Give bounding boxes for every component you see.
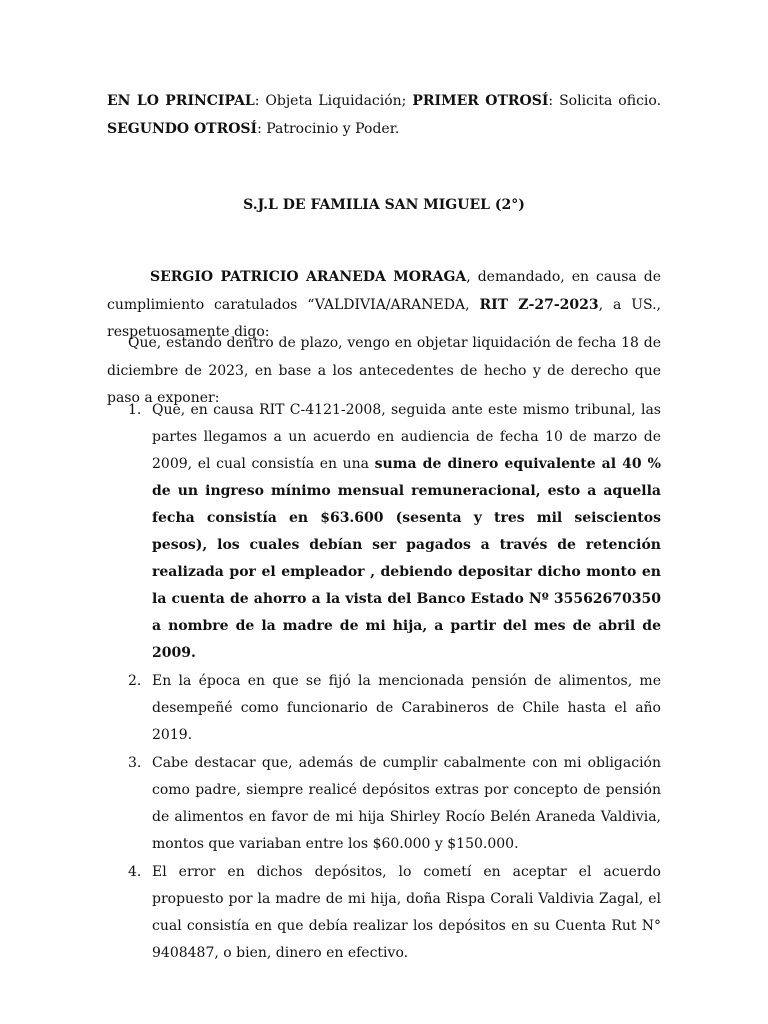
principal-text: : Objeta Liquidación; — [254, 93, 413, 109]
list-item-number: 2. — [128, 673, 142, 689]
court-title: S.J.L DE FAMILIA SAN MIGUEL (2°) — [243, 197, 525, 213]
list-item-text: Cabe destacar que, además de cumplir cabalmente con mi obligación como padre, siempre realicé depósitos extras por concepto de pensión de alimentos en favor de mi hija Shirley Rocío Belén Araneda Valdivia, montos que variaban entre los $60.000 y $150.000. — [152, 755, 661, 852]
segundo-otrosi-text: : Patrocinio y Poder. — [257, 120, 400, 137]
intro-text-2: , a US., respetuosamente digo: — [107, 296, 661, 340]
list-item — [107, 859, 661, 967]
segundo-otrosi-label: SEGUNDO OTROSÍ — [107, 120, 258, 137]
numbered-list — [107, 397, 661, 968]
principal-label: EN LO PRINCIPAL — [107, 93, 255, 109]
list-item-bold-text: suma de dinero equivalente al 40 % de un ingreso mínimo mensual remuneracional, esto a aquella fecha consistía en $63.600 (sesenta y tres mil seiscientos pesos), los cuales debían ser pagados a través de retención realizada por el empleador , debiendo depositar dicho monto en la cuenta de ahorro a la vista del Banco Estado Nº 35562670350 a nombre de la madre de mi hija, a partir del mes de abril de 2009. — [152, 456, 661, 661]
list-item-text: Que, en causa RIT C-4121-2008, seguida ante este mismo tribunal, las partes llegamos a un acuerdo en audiencia de fecha 10 de marzo de 2009, el cual consistía en una — [152, 402, 661, 472]
list-item-number: 3. — [128, 755, 142, 771]
list-item — [107, 750, 661, 858]
header-paragraph — [107, 88, 661, 143]
list-item-number: 1. — [128, 402, 142, 418]
case-rit: RIT Z-27-2023 — [479, 296, 599, 313]
list-item-text: En la época en que se fijó la mencionada pensión de alimentos, me desempeñé como funcionario de Carabineros de Chile hasta el año 2019. — [152, 673, 661, 743]
list-item — [107, 668, 661, 749]
intro-text-1: , demandado, en causa de cumplimiento caratulados “VALDIVIA/ARANEDA, — [107, 269, 661, 313]
primer-otrosi-text: : Solicita oficio. — [548, 93, 662, 109]
primer-otrosi-label: PRIMER OTROSÍ — [412, 93, 549, 109]
list-item-text: El error en dichos depósitos, lo cometí en aceptar el acuerdo propuesto por la madre de mi hija, doña Rispa Corali Valdivia Zagal, el cual consistía en que debía realizar los depósitos en su Cuenta Rut N° 9408487, o bien, dinero en efectivo. — [152, 864, 661, 961]
que-paragraph: Que, estando dentro de plazo, vengo en objetar liquidación de fecha 18 de diciembre de 2023, en base a los antecedentes de hecho y de derecho que paso a exponer: — [107, 335, 661, 406]
list-item-number: 4. — [128, 864, 142, 880]
defendant-name: SERGIO PATRICIO ARANEDA MORAGA — [150, 269, 467, 285]
list-item — [107, 397, 661, 667]
